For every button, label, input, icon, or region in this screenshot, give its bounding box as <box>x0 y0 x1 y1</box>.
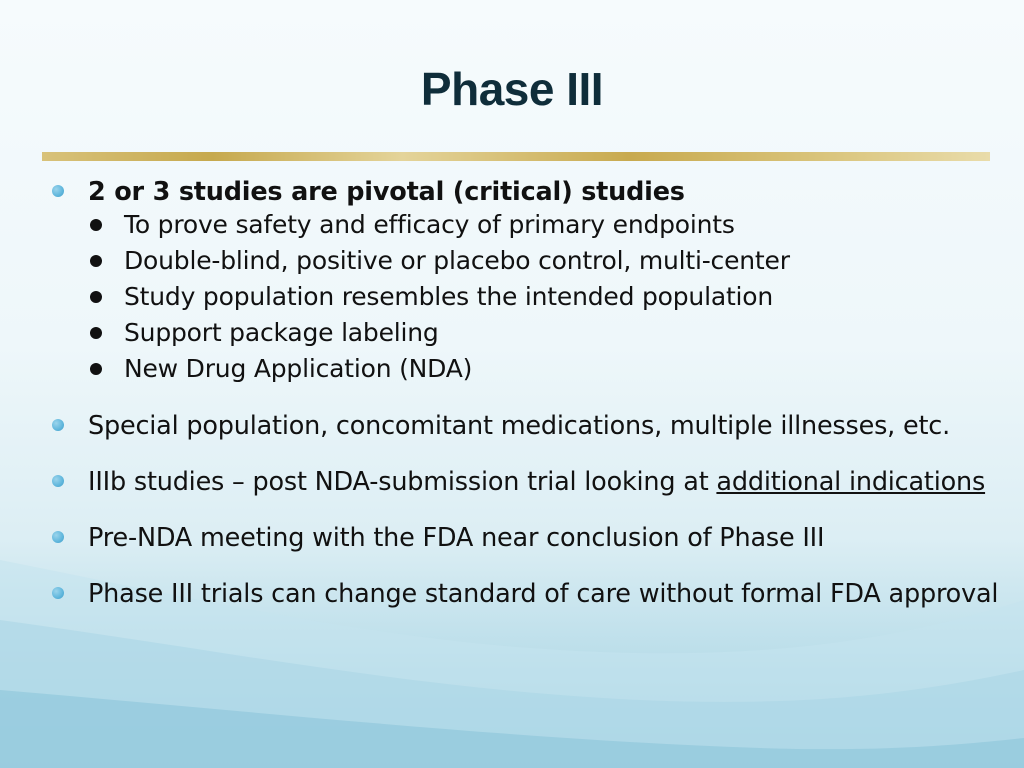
bullet-icon <box>52 587 64 599</box>
bullet-icon <box>52 419 64 431</box>
bullet-item <box>52 468 1012 496</box>
bullet-item <box>52 580 1012 608</box>
title-divider <box>42 152 990 161</box>
sub-bullet-icon <box>90 327 102 339</box>
bullet-icon <box>52 531 64 543</box>
sub-bullet-text: Study population resembles the intended population <box>124 282 774 311</box>
sub-bullet-text: To prove safety and efficacy of primary endpoints <box>124 210 735 239</box>
sub-bullet-text: New Drug Application (NDA) <box>124 354 473 383</box>
sub-bullet-item <box>52 318 1012 348</box>
sub-bullet-item <box>52 246 1012 276</box>
bullet-text-lead: IIIb studies – post NDA-submission trial looking at <box>88 467 717 497</box>
sub-bullet-item <box>52 210 1012 240</box>
bullet-item <box>52 178 1012 384</box>
sub-bullet-icon <box>90 363 102 375</box>
bullet-icon <box>52 185 64 197</box>
bullet-text: Phase III trials can change standard of care without formal FDA approval <box>88 579 999 609</box>
bullet-item <box>52 524 1012 552</box>
sub-bullet-item <box>52 282 1012 312</box>
sub-bullet-icon <box>90 219 102 231</box>
slide-title: Phase III <box>420 63 604 115</box>
bullet-text: 2 or 3 studies are pivotal (critical) studies <box>88 177 685 207</box>
sub-bullet-item <box>52 354 1012 384</box>
bullet-icon <box>52 475 64 487</box>
bullet-text: Special population, concomitant medications, multiple illnesses, etc. <box>88 411 951 441</box>
sub-bullet-icon <box>90 255 102 267</box>
bullet-list <box>52 178 1012 608</box>
bullet-item <box>52 412 1012 440</box>
additional-indications-link[interactable]: additional indications <box>716 467 986 497</box>
bullet-text: Pre-NDA meeting with the FDA near conclusion of Phase III <box>88 523 825 553</box>
bullet-text <box>88 468 1012 496</box>
sub-bullet-text: Support package labeling <box>124 318 439 347</box>
sub-bullet-icon <box>90 291 102 303</box>
sub-bullet-text: Double-blind, positive or placebo control, multi-center <box>124 246 790 275</box>
